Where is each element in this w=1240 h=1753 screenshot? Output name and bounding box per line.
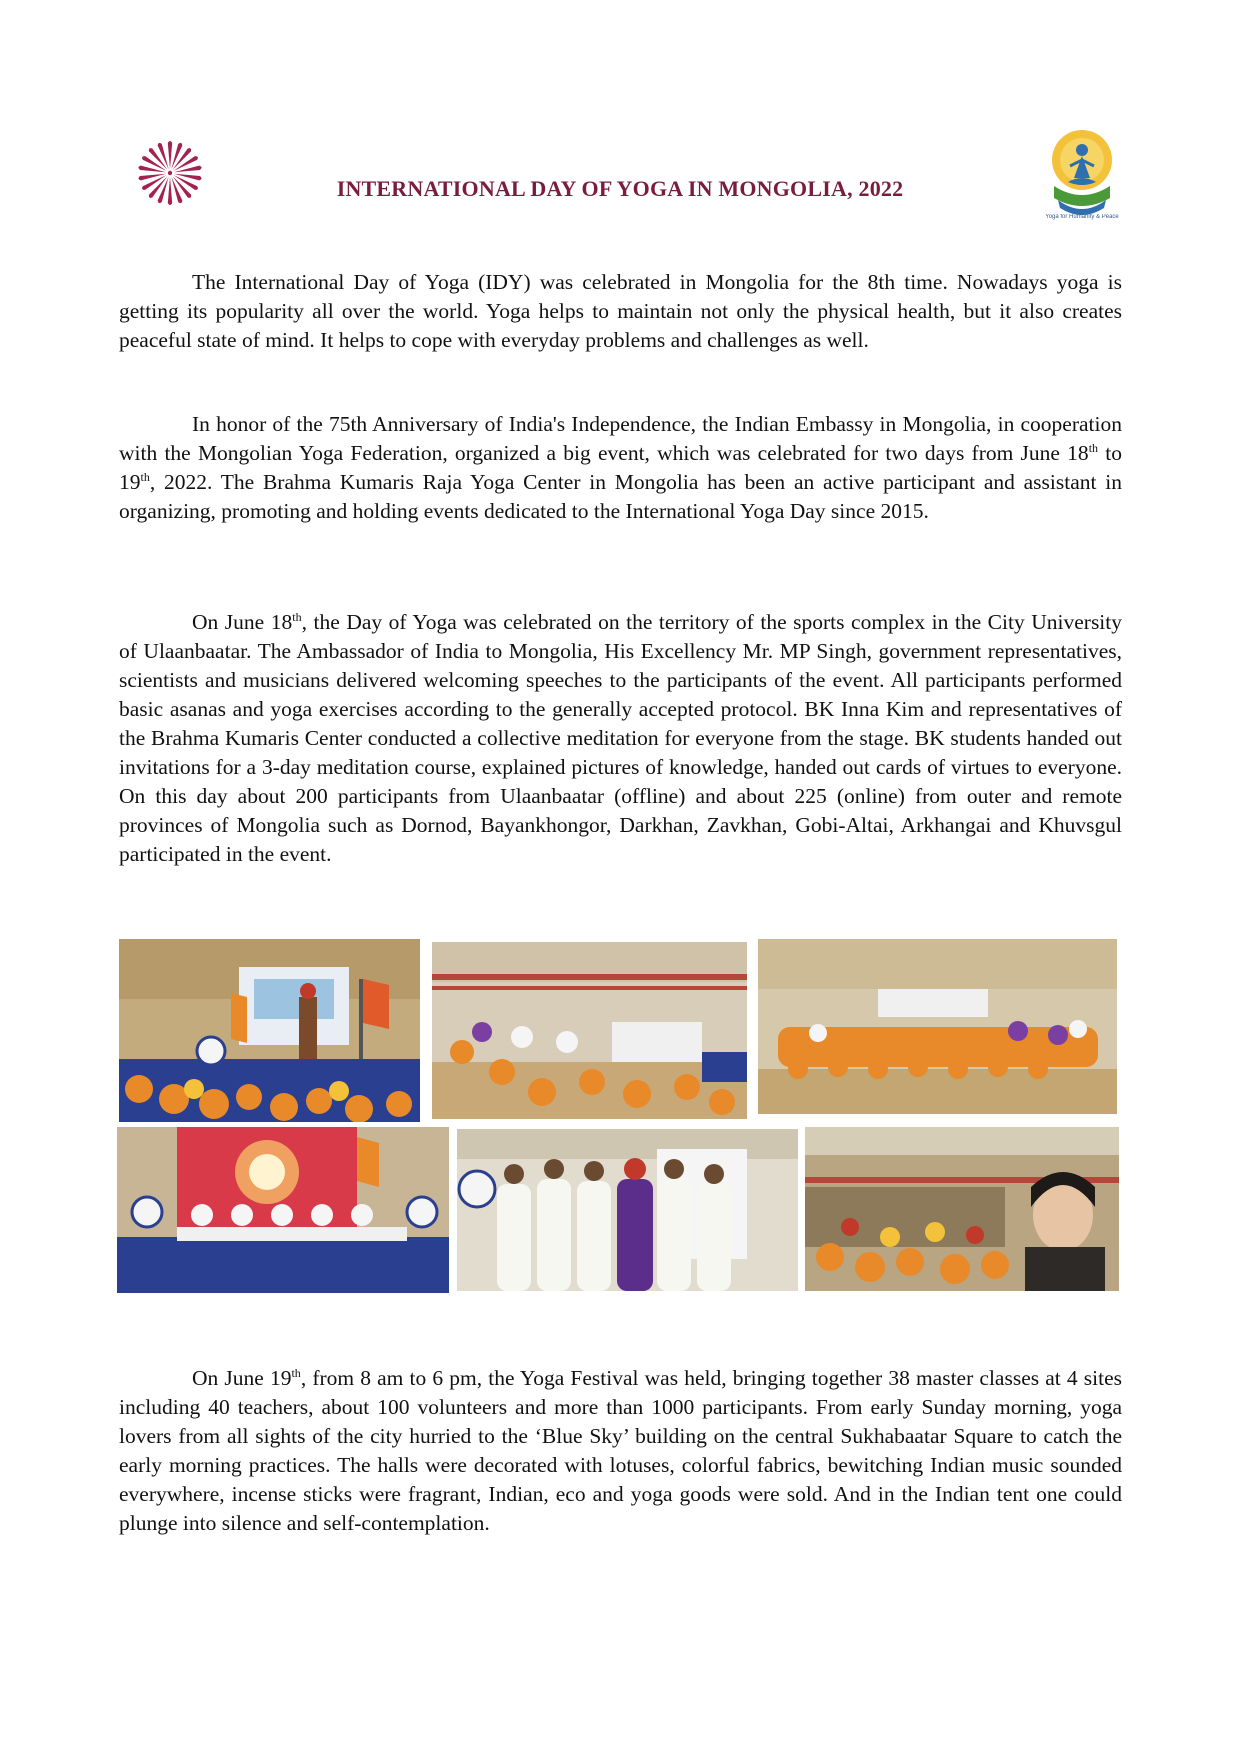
group-photo-icon bbox=[758, 939, 1117, 1114]
paragraph-text: to 19 bbox=[119, 441, 1122, 494]
meditation-stage-photo-icon bbox=[117, 1127, 449, 1293]
guests-standing-photo-icon bbox=[457, 1129, 798, 1291]
superscript: th bbox=[291, 1365, 301, 1380]
yoga-practice-group-photo-icon bbox=[432, 942, 747, 1119]
paragraph-text: , from 8 am to 6 pm, the Yoga Festival was held, bringing together 38 master classes at 4 sites including 40 teachers, about 100 volunteers and more than 1000 participants. From early Sunday morning, yoga lovers from all sights of the city hurried to the ‘Blue Sky’ building on the central Sukhabaatar Square to catch the early morning practices. The halls were decorated with lotuses, colorful fabrics, bewitching Indian music sounded everywhere, incense sticks were fragrant, Indian, eco and yoga goods were sold. And in the Indian tent one could plunge into silence and self-contemplation. bbox=[119, 1366, 1122, 1535]
paragraph-text: In honor of the 75th Anniversary of India's Independence, the Indian Embassy in Mongolia, in cooperation with the Mongolian Yoga Federation, organized a big event, which was celebrated for two days from June 18 bbox=[119, 412, 1122, 465]
june-18-paragraph bbox=[119, 608, 1122, 869]
intro-paragraph: The International Day of Yoga (IDY) was celebrated in Mongolia for the 8th time. Nowadays yoga is getting its popularity all over the world. Yoga helps to maintain not only the physical health, but it also creates peaceful state of mind. It helps to cope with everyday problems and challenges as well. bbox=[119, 270, 1122, 352]
event-stage-speech-photo-icon bbox=[119, 939, 420, 1122]
brahma-kumaris-logo-icon bbox=[138, 136, 202, 210]
superscript: th bbox=[292, 609, 302, 624]
paragraph-text: , the Day of Yoga was celebrated on the territory of the sports complex in the City University of Ulaanbaatar. The Ambassador of India to Mongolia, His Excellency Mr. MP Singh, government representatives, scientists and musicians delivered welcoming speeches to the participants of the event. All participants performed basic asanas and yoga exercises according to the generally accepted protocol. BK Inna Kim and representatives of the Brahma Kumaris Center conducted a collective meditation for everyone from the stage. BK students handed out invitations for a 3-day meditation course, explained pictures of knowledge, handed out cards of virtues to everyone. On this day about 200 participants from Ulaanbaatar (offline) and about 225 (online) from outer and remote provinces of Mongolia such as Dornod, Bayankhongor, Darkhan, Zavkhan, Gobi-Altai, Arkhangai and Khuvsgul participated in the event. bbox=[119, 610, 1123, 866]
anniversary-paragraph bbox=[119, 410, 1122, 526]
paragraph-text: On June 19 bbox=[192, 1366, 292, 1390]
page-title: INTERNATIONAL DAY OF YOGA IN MONGOLIA, 2022 bbox=[336, 176, 904, 201]
audience-photo-icon bbox=[805, 1127, 1119, 1291]
paragraph-text: , 2022. The Brahma Kumaris Raja Yoga Center in Mongolia has been an active participant and assistant in organizing, promoting and holding events dedicated to the International Yoga Day since 2015. bbox=[119, 470, 1122, 523]
paragraph-text: On June 18 bbox=[192, 610, 293, 634]
logo-caption: Yoga for Humanity & Peace bbox=[1045, 214, 1119, 220]
yoga-day-logo-icon bbox=[1040, 126, 1124, 226]
june-19-paragraph bbox=[119, 1364, 1122, 1538]
superscript: th bbox=[1088, 440, 1099, 455]
superscript: th bbox=[140, 469, 150, 484]
